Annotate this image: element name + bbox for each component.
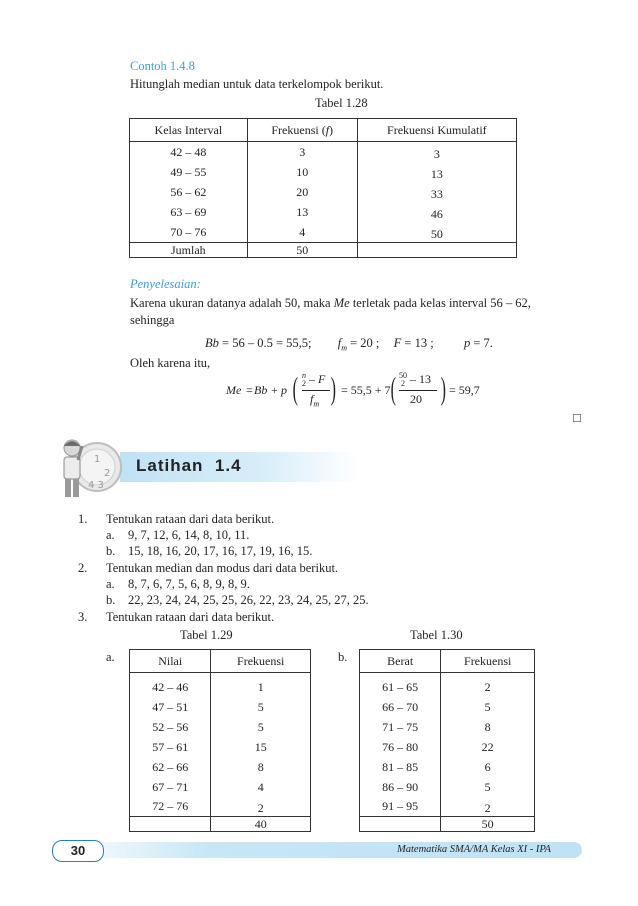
header-frekuensi: Frekuensi	[211, 650, 311, 673]
header-berat: Berat	[360, 650, 441, 673]
table-cell: 62 – 66	[130, 757, 211, 777]
example-heading: Contoh 1.4.8	[130, 59, 195, 73]
table-cell: 1	[211, 673, 311, 698]
table-cell: 49 – 55	[130, 162, 248, 182]
table-cell: 71 – 75	[360, 717, 441, 737]
q1a-text: 9, 7, 12, 6, 14, 8, 10, 11.	[128, 528, 250, 542]
table-cell: 15	[211, 737, 311, 757]
table-cell: 70 – 76	[130, 222, 248, 243]
header-frekuensi-kumulatif: Frekuensi Kumulatif	[357, 119, 516, 142]
svg-text:2: 2	[104, 468, 111, 479]
table-1-30-label: b.	[338, 650, 348, 664]
table-cell: 20	[247, 182, 357, 202]
q1b-text: 15, 18, 16, 20, 17, 16, 17, 19, 16, 15.	[128, 544, 313, 558]
therefore-text: Oleh karena itu,	[130, 356, 211, 370]
table-cell: 56 – 62	[130, 182, 248, 202]
example-instruction: Hitunglah median untuk data terkelompok berikut.	[130, 77, 384, 91]
q1a-label: a.	[106, 528, 115, 542]
solution-line-2: sehingga	[130, 313, 175, 327]
page-number: 30	[52, 840, 104, 862]
table-cell-empty	[130, 817, 211, 832]
q2a-label: a.	[106, 577, 115, 591]
svg-text:4 3: 4 3	[88, 480, 104, 491]
table-total: 40	[211, 817, 311, 832]
table-cell: 6	[441, 757, 535, 777]
table-cell: 2	[441, 673, 535, 698]
table-cell-empty	[360, 817, 441, 832]
table-cell: 4	[211, 777, 311, 797]
table-cell: 2	[211, 797, 311, 817]
header-nilai: Nilai	[130, 650, 211, 673]
table-cell: 91 – 95	[360, 797, 441, 817]
table-total-label: Jumlah	[130, 243, 248, 258]
table-cell: 81 – 85	[360, 757, 441, 777]
header-frekuensi: Frekuensi	[441, 650, 535, 673]
table-1-29-label: a.	[106, 650, 115, 664]
q1-number: 1.	[78, 512, 88, 526]
given-values: Bb = 56 – 0.5 = 55,5; $f_m = 20$ ; F = 13 ; p = 7.	[205, 336, 493, 353]
header-kelas-interval: Kelas Interval	[130, 119, 248, 142]
table-cell: 42 – 48	[130, 142, 248, 163]
latihan-title: Latihan 1.4	[136, 456, 242, 475]
table-cell: 47 – 51	[130, 697, 211, 717]
q3-text: Tentukan rataan dari data berikut.	[106, 610, 275, 624]
table-1-30-caption: Tabel 1.30	[410, 628, 463, 642]
table-cell: 22	[441, 737, 535, 757]
table-cell: 5	[211, 717, 311, 737]
table-cell: 72 – 76	[130, 797, 211, 817]
q2b-label: b.	[106, 593, 116, 607]
book-title: Matematika SMA/MA Kelas XI - IPA	[397, 844, 551, 855]
solution-line-1: Karena ukuran datanya adalah 50, maka Me terletak pada kelas interval 56 – 62,	[130, 296, 531, 310]
table-cell: 66 – 70	[360, 697, 441, 717]
q2a-text: 8, 7, 6, 7, 5, 6, 8, 9, 8, 9.	[128, 577, 250, 591]
table-cell: 13	[247, 202, 357, 222]
table-cell: 42 – 46	[130, 673, 211, 698]
q1-text: Tentukan rataan dari data berikut.	[106, 512, 275, 526]
table-cell: 76 – 80	[360, 737, 441, 757]
table-cell: 5	[441, 777, 535, 797]
table-cell: 57 – 61	[130, 737, 211, 757]
solution-heading: Penyelesaian:	[130, 277, 201, 291]
q2-number: 2.	[78, 561, 88, 575]
q2-text: Tentukan median dan modus dari data berikut.	[106, 561, 339, 575]
table-cell: 52 – 56	[130, 717, 211, 737]
median-formula: Me = Bb + p ( n 2 – F $f_m$ ) = 55,5 + 7 ( 50 2 – 13 20 ) = 59,7	[226, 370, 480, 409]
q3-number: 3.	[78, 610, 88, 624]
table-cell-empty	[357, 243, 516, 258]
table-cell: 63 – 69	[130, 202, 248, 222]
svg-text:1: 1	[94, 454, 101, 465]
table-cell: 86 – 90	[360, 777, 441, 797]
header-frekuensi: Frekuensi (f)	[247, 119, 357, 142]
table-cell: 5	[441, 697, 535, 717]
table-cell: 3	[247, 142, 357, 163]
table-cell: 4	[247, 222, 357, 243]
table-cell: 33	[357, 182, 516, 202]
table-1-29	[129, 649, 311, 832]
table-1-29-caption: Tabel 1.29	[180, 628, 233, 642]
table-cell: 67 – 71	[130, 777, 211, 797]
table-cell: 10	[247, 162, 357, 182]
table-cell: 46	[357, 202, 516, 222]
table-cell: 3	[357, 142, 516, 163]
table-cell: 13	[357, 162, 516, 182]
table-1-28	[129, 118, 517, 258]
q2b-text: 22, 23, 24, 24, 25, 25, 26, 22, 23, 24, 25, 27, 25.	[128, 593, 369, 607]
q1b-label: b.	[106, 544, 116, 558]
table-cell: 8	[211, 757, 311, 777]
table-cell: 50	[357, 222, 516, 243]
table-cell: 5	[211, 697, 311, 717]
table-total-value: 50	[247, 243, 357, 258]
table-total: 50	[441, 817, 535, 832]
square-icon: □	[573, 410, 581, 425]
table-cell: 61 – 65	[360, 673, 441, 698]
table-1-30	[359, 649, 535, 832]
boy-with-clock-icon	[52, 432, 122, 502]
table-cell: 2	[441, 797, 535, 817]
table-1-28-caption: Tabel 1.28	[315, 96, 368, 110]
table-cell: 8	[441, 717, 535, 737]
